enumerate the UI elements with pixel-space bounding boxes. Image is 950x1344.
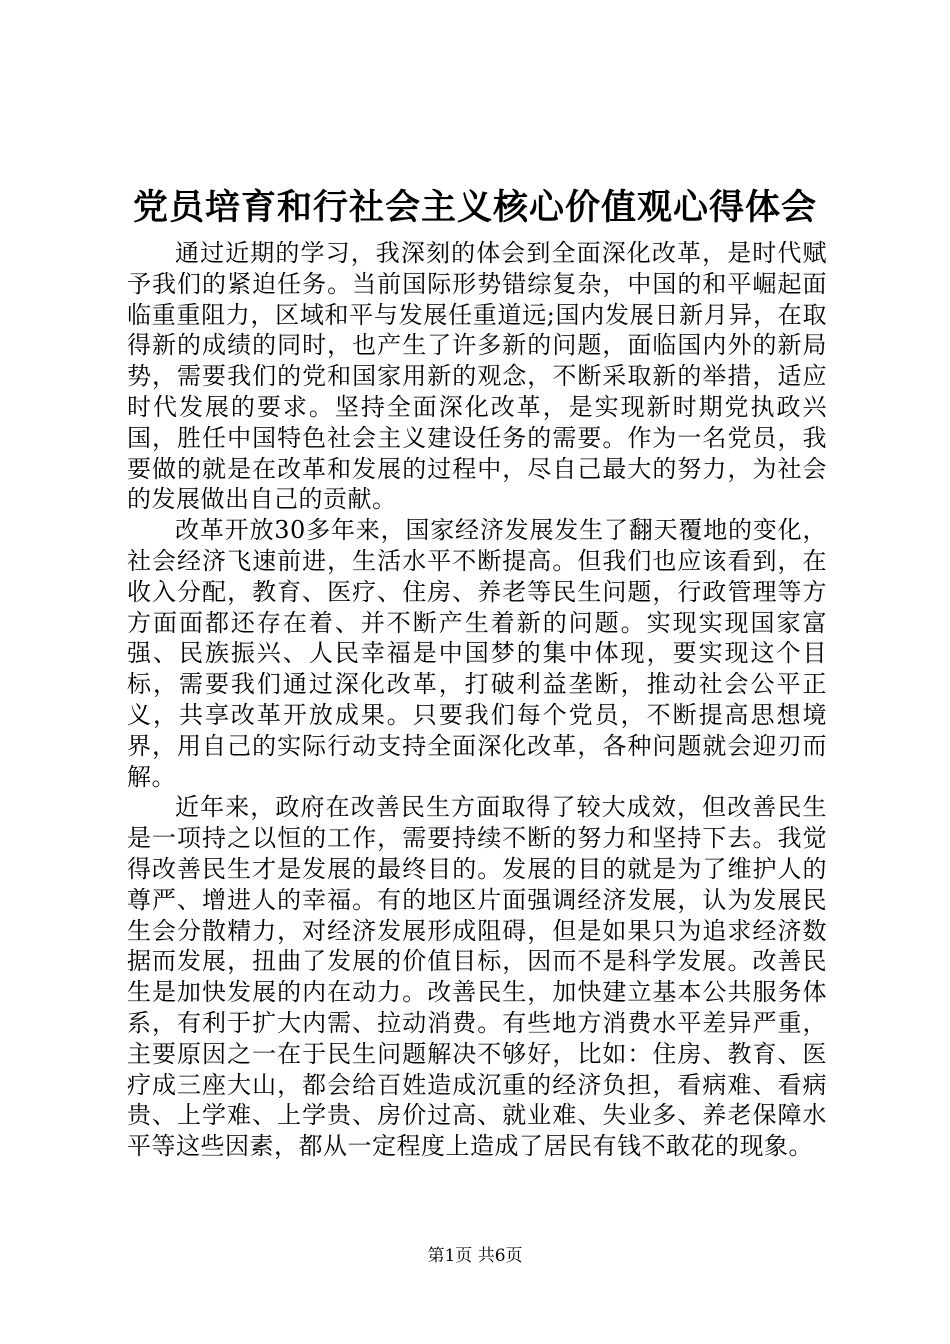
page-number: 第1页 共6页: [427, 1246, 523, 1266]
paragraph-2: 改革开放30多年来，国家经济发展发生了翻天覆地的变化，社会经济飞速前进，生活水平不断提高。但我们也应该看到，在收入分配，教育、医疗、住房、养老等民生问题，行政管理等方方面面都还存在着、并不断产生着新的问题。实现实现国家富强、民族振兴、人民幸福是中国梦的集中体现，要实现这个目标，需要我们通过深化改革，打破利益垄断，推动社会公平正义，共享改革开放成果。只要我们每个党员，不断提高思想境界，用自己的实际行动支持全面深化改革，各种问题就会迎刃而解。: [127, 516, 827, 791]
document-body: [127, 238, 827, 1162]
document-title: 党员培育和行社会主义核心价值观心得体会: [132, 187, 817, 228]
paragraph-1: 通过近期的学习，我深刻的体会到全面深化改革，是时代赋予我们的紧迫任务。当前国际形势错综复杂，中国的和平崛起面临重重阻力，区域和平与发展任重道远;国内发展日新月异，在取得新的成绩的同时，也产生了许多新的问题，面临国内外的新局势，需要我们的党和国家用新的观念，不断采取新的举措，适应时代发展的要求。坚持全面深化改革，是实现新时期党执政兴国，胜任中国特色社会主义建设任务的需要。作为一名党员，我要做的就是在改革和发展的过程中，尽自己最大的努力，为社会的发展做出自己的贡献。: [127, 239, 827, 514]
paragraph-3: 近年来，政府在改善民生方面取得了较大成效，但改善民生是一项持之以恒的工作，需要持续不断的努力和坚持下去。我觉得改善民生才是发展的最终目的。发展的目的就是为了维护人的尊严、增进人的幸福。有的地区片面强调经济发展，认为发展民生会分散精力，对经济发展形成阻碍，但是如果只为追求经济数据而发展，扭曲了发展的价值目标，因而不是科学发展。改善民生是加快发展的内在动力。改善民生，加快建立基本公共服务体系，有利于扩大内需、拉动消费。有些地方消费水平差异严重，主要原因之一在于民生问题解决不够好，比如：住房、教育、医疗成三座大山，都会给百姓造成沉重的经济负担，看病难、看病贵、上学难、上学贵、房价过高、就业难、失业多、养老保障水平等这些因素，都从一定程度上造成了居民有钱不敢花的现象。: [127, 793, 827, 1161]
